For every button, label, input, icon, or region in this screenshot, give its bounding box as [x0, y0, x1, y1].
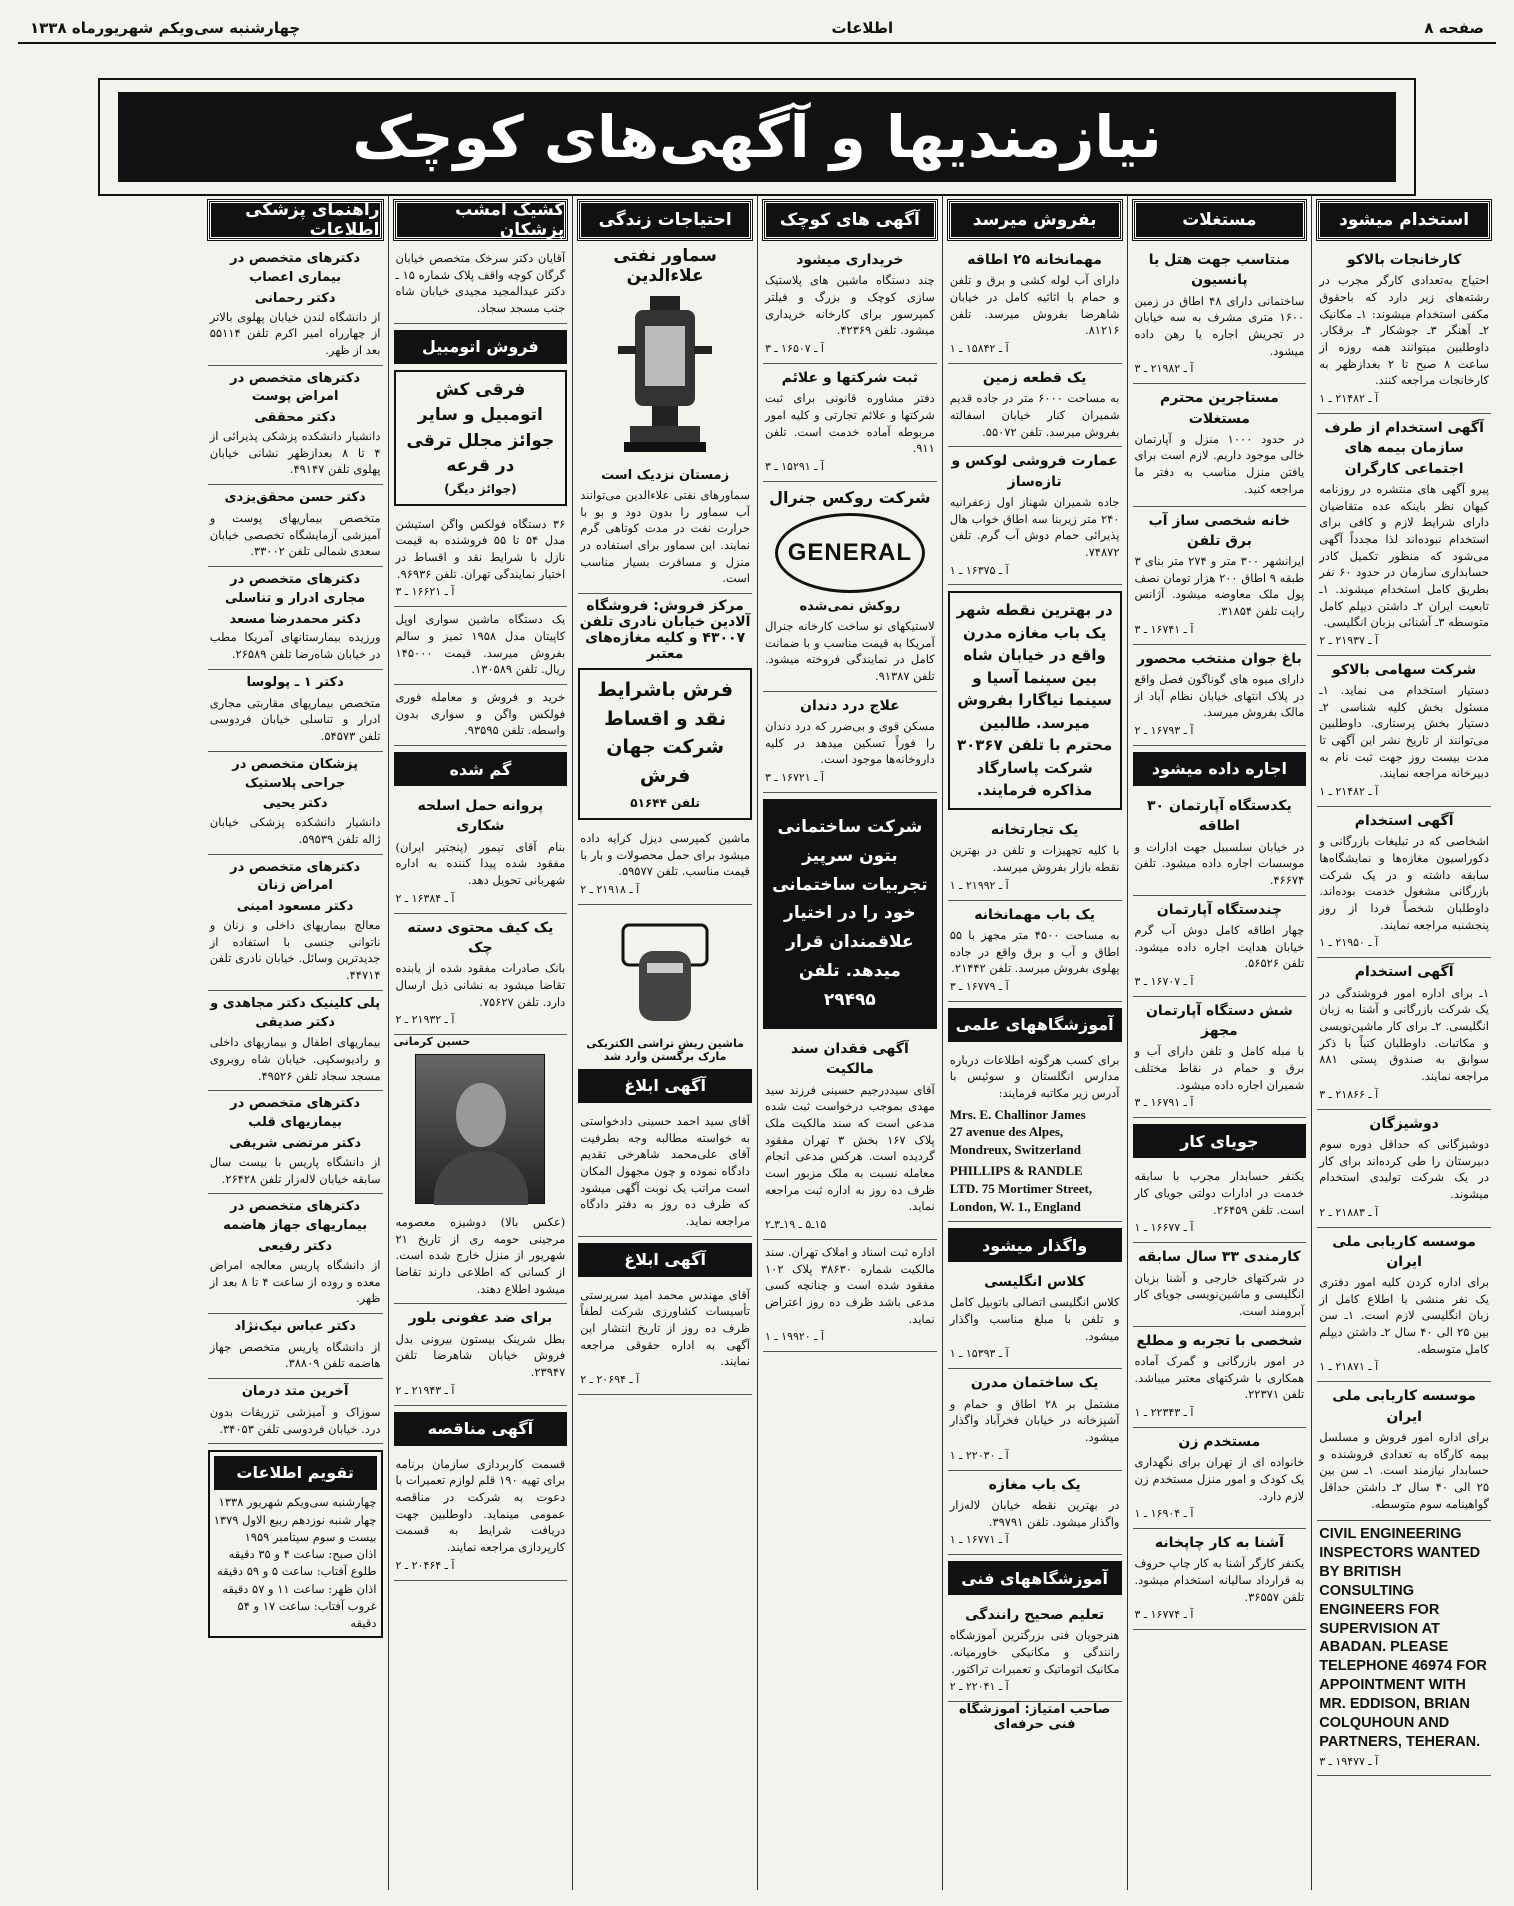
ad-title: آگهی استخدام: [1354, 964, 1454, 981]
column-doctors-on-duty: [388, 196, 573, 1890]
ad-title: دوشیزگان: [1369, 1115, 1439, 1132]
ad-title: خریداری میشود: [796, 252, 904, 268]
ad-body: یکنفر کارگر آشنا به کار چاپ حروف به قرارداد سالیانه استخدام میشود. تلفن ۳۶۵۵۷.: [1134, 1556, 1305, 1604]
specialty-title: پلی کلینیک دکتر مجاهدی و دکتر صدیقی: [210, 995, 381, 1030]
doctor-details: از دانشگاه پاریس معالجه امراض معده و روده از ساعت ۴ تا ۸ بعد از ظهر.: [209, 1257, 381, 1306]
ad-title: شش دستگاه آپارتمان مجهز: [1145, 1002, 1293, 1040]
ad-title: مستاجرین محترم مستغلات: [1159, 390, 1279, 427]
classified-ad: [394, 914, 568, 1036]
specialty-title: دکتر حسن محقق‌یزدی: [224, 490, 366, 506]
doctor-name: دکتر مرتضی شریفی: [229, 1136, 362, 1152]
section-heading-notice: آگهی ابلاغ: [578, 1069, 752, 1103]
ad-ref: آ ـ ۲۰۴۶۴ ـ ۲: [395, 1558, 455, 1572]
doctor-details: از دانشگاه لندن خیابان پهلوی بالاتر از چهارراه امیر اکرم تلفن ۵۵۱۱۴ بعد از ظهر.: [209, 309, 381, 357]
classified-ad: [1317, 1110, 1491, 1228]
ad-body: (عکس بالا) دوشیزه معصومه مرجینی حومه ری از تاریخ ۲۱ شهریور از منزل خارج شده است. از کسانی که اطلاعی دارند تقاضا میشود اطلاع دهند.: [395, 1215, 566, 1296]
doctor-listing: [208, 567, 383, 670]
doctor-listing: [208, 752, 383, 855]
column-heading: راهنمای پزشکی اطلاعات: [208, 200, 383, 240]
ad-body: ۳۶ دستگاه فولکس واگن استیشن مدل ۵۴ تا ۵۵ فروشنده به قیمت نازل با شرایط نقد و اقساط در اختیار نمایندگی تهران. تلفن ۹۶۹۳۶.: [395, 516, 566, 581]
swiss-address: Mrs. E. Challinor James 27 avenue des Alpes, Mondreux, Switzerland: [949, 1106, 1086, 1157]
classified-ad: [1133, 896, 1307, 997]
ad-body: دستیار استخدام می نماید. ۱ـ مسئول بخش کلیه شناسی ۲ـ دستیار بخش پرستاری. داوطلبین می‌توانند از تاریخ نشر این آگهی تا مدت بیست روز جهت ثبت نام به دبیرخانه مراجعه نمایند.: [1319, 683, 1489, 781]
ad-body: قسمت کاربردازی سازمان برنامه برای تهیه ۱۹۰ قلم لوازم تعمیرات با دعوت به شرکت در مناقصه عمومی مینماید. داوطلبین جهت دریافت شرایط به قسمت کارپردازی مراجعه نمایند.: [395, 1456, 566, 1555]
ad-ref: آ ـ ۱۶۶۲۱ ـ ۳: [395, 585, 455, 599]
ad-body: در بهترین نقطه خیابان لاله‌زار واگذار میشود. تلفن ۳۹۷۹۱.: [949, 1497, 1120, 1529]
ad-body: در حدود ۱۰۰۰ منزل و آپارتمان خالی موجود داریم. لازم است برای یافتن منزل مناسب به دفتر ما مراجعه کنید.: [1134, 431, 1305, 496]
doctor-listing: [208, 1194, 383, 1314]
classified-ad: [948, 1601, 1122, 1702]
specialty-title: دکتر عباس نیک‌نژاد: [234, 1318, 356, 1334]
ad-body: کلاس انگلیسی اتصالی باتوبیل کامل و تلفن با مبلغ مناسب واگذار میشود.: [949, 1295, 1120, 1343]
ad-ref: آ ـ ۲۱۹۸۲ ـ ۳: [1134, 362, 1194, 376]
ad-body: یک دستگاه ماشین سواری اوپل کاپیتان مدل ۱۹۵۸ تمیز و سالم بفروش میرسد. قیمت ۱۴۵۰۰۰ ریال. تلفن ۱۳۰۵۸۹.: [395, 612, 566, 677]
doctor-listing: [208, 1379, 383, 1444]
ad-ref: آ ـ ۱۶۳۸۴ ـ ۲: [395, 891, 455, 905]
calendar-title: تقویم اطلاعات: [214, 1456, 377, 1490]
calendar-line: چهارشنبه سی‌ویکم شهریور ۱۳۳۸: [218, 1495, 377, 1510]
ad-ref: آ ـ ۱۹۹۲۰ ـ ۱: [765, 1330, 824, 1344]
doctor-listing: [208, 246, 383, 366]
classified-ad: [763, 1035, 937, 1240]
ad-body: دارای میوه های گوناگون فصل واقع در پلاک انتهای خیابان نظام آباد از مالک بفروش میرسد.: [1134, 672, 1305, 720]
column-life-necessities: [572, 196, 757, 1890]
publisher-line: صاحب امتیاز: آموزشگاه فنی حرفه‌ای: [958, 1702, 1111, 1733]
classified-ad: [1317, 656, 1491, 807]
classified-ad: [948, 447, 1122, 585]
column-employment: [1311, 196, 1496, 1890]
ad-title: یکدستگاه آپارتمان ۳۰ اطاقه: [1147, 797, 1292, 835]
english-ad: [1317, 1521, 1491, 1776]
samovar-illustration: [610, 292, 720, 462]
ad-ref: آ ـ ۱۶۵۰۷ ـ ۳: [765, 341, 824, 355]
classified-ad: [948, 364, 1122, 447]
classified-ad: [394, 1452, 568, 1581]
ad-body: آقای سیددرجیم حسینی فرزند سید مهدی بموجب درخواست ثبت شده مدعی است که سند مالکیت ملک پلاک ۱۶۷ بخش ۳ تهران مفقود گردیده است. هرکس مدعی انجام معامله نسبت به ملک مزبور است ظرف ده روز به اداره ثبت مراجعه نماید.: [765, 1082, 935, 1214]
ad-ref: آ ـ ۱۹۴۷۷ ـ ۳: [1319, 1754, 1379, 1768]
doctor-details: دانشیار دانشکده پزشکی پذیرائی از ۴ تا ۸ بعدازظهر نشانی خیابان پهلوی تلفن ۴۹۱۴۷.: [209, 429, 381, 477]
ad-body: بانک صادرات مفقود شده از یابنده تقاضا میشود به نشانی ذیل ارسال دارد. تلفن ۷۵۶۲۷.: [395, 961, 566, 1009]
photo-face: [456, 1083, 506, 1147]
section-heading-notice: آگهی ابلاغ: [578, 1243, 752, 1277]
column-medical-guide: [203, 196, 388, 1890]
classified-ad: [1133, 997, 1307, 1119]
samovar-brand: سماور نفتی علاءالدین: [613, 246, 717, 286]
shaver-caption: ماشین ریش تراشی الکتریکی مارک برگستن وارد شد: [586, 1036, 744, 1063]
ad-ref: آ ـ ۱۶۷۷۱ ـ ۱: [949, 1533, 1009, 1547]
car-lottery-sub: (جوائز دیگر): [444, 481, 517, 496]
ad-body: چهار اطاقه کامل دوش آب گرم خیابان هدایت اجاره داده میشود. تلفن ۵۶۵۲۶.: [1134, 922, 1305, 971]
column-small-ads: [757, 196, 942, 1890]
ad-title: کلاس انگلیسی: [984, 1274, 1086, 1291]
english-ad-text: CIVIL ENGINEERING INSPECTORS WANTED BY BRITISH CONSULTING ENGINEERS FOR SUPERVISION AT ABADAN. PLEASE TELEPHONE 46974 FOR APPOINTMENT WITH MR. EDDISON, BRIAN COLQUHOUN AND PARTNERS, TEHERAN.: [1319, 1526, 1487, 1750]
ad-title: آگهی استخدام: [1354, 813, 1454, 830]
doctor-details: از دانشگاه پاریس با بیست سال سابقه خیابان لاله‌زار تلفن ۲۶۴۲۸.: [209, 1155, 381, 1186]
classified-ad: [948, 901, 1122, 1002]
doctor-listing: [208, 991, 383, 1092]
ad-body: با کلیه تجهیزات و تلفن در بهترین نقطه بازار بفروش میرسد.: [949, 843, 1120, 874]
specialty-title: دکترهای متخصص در امراض پوست: [230, 370, 361, 405]
ad-title: شرکت سهامی بالاکو: [1332, 661, 1477, 678]
classified-ad: [948, 1048, 1122, 1222]
ad-title: چندستگاه آپارتمان: [1156, 901, 1282, 918]
classified-ad: [578, 826, 752, 905]
ad-title: برای ضد عفونی بلور: [408, 1310, 553, 1327]
classified-ad: [394, 1304, 568, 1405]
ad-ref: آ ـ ۱۶۷۲۱ ـ ۳: [765, 770, 824, 784]
masthead-title: نیازمندیها و آگهی‌های کوچک: [118, 92, 1396, 182]
doctor-details: دانشیار دانشکده پزشکی خیابان ژاله تلفن ۵۹۵۳۹.: [209, 815, 381, 846]
specialty-title: دکترهای متخصص در مجاری ادرار و تناسلی: [225, 571, 366, 606]
classified-ad: [1317, 958, 1491, 1109]
ad-body: دوشیزگانی که حداقل دوره سوم دبیرستان را طی کرده‌اند برای کار در یک شرکت تولیدی استخدام میشوند.: [1319, 1136, 1489, 1201]
ad-body: چند دستگاه ماشین های پلاستیک سازی کوچک و بزرگ و فیلتر کمپرسور برای کارخانه خریداری میشود. تلفن ۴۲۳۶۹.: [765, 273, 935, 338]
classified-ad: [1133, 792, 1307, 896]
ad-ref: آ ـ ۲۲۰۴۱ ـ ۲: [949, 1680, 1009, 1694]
section-heading-lost: گم شده: [394, 752, 568, 786]
ad-title: آگهی استخدام از طرف سازمان بیمه های اجتماعی کارگران: [1324, 419, 1484, 477]
section-heading-academic-schools: آموزشگاههای علمی: [948, 1008, 1122, 1042]
calendar-box: [208, 1450, 383, 1638]
column-heading: بفروش میرسد: [948, 200, 1122, 240]
ad-ref: آ ـ ۲۱۹۹۲ ـ ۱: [949, 878, 1009, 892]
ad-ref: آ ـ ۱۶۷۹۳ ـ ۲: [1134, 724, 1194, 738]
ad-title: آشنا به کار چاپخانه: [1154, 1535, 1284, 1552]
section-heading-for-rent: اجاره داده میشود: [1133, 752, 1307, 786]
column-heading: مستغلات: [1133, 200, 1307, 240]
classified-ad: [1317, 1382, 1491, 1521]
doctor-name: دکتر رفیعی: [258, 1239, 333, 1255]
ad-title: تعلیم صحیح رانندگی: [965, 1607, 1105, 1624]
carpet-ad-phone: تلفن ۵۱۶۴۴: [630, 796, 700, 811]
ad-ref: آ ـ ۲۲۰۳۰ ـ ۱: [949, 1448, 1009, 1462]
ad-body: بطل شرینک بیستون بیرونی بدل فروش خیابان شاهرضا تلفن ۲۳۹۴۷.: [395, 1331, 566, 1380]
page-header: [18, 14, 1496, 44]
classified-ad: [763, 1240, 937, 1352]
doctor-listing: [208, 855, 383, 991]
doctor-listing: [208, 485, 383, 567]
ad-ref: آ ـ ۱۶۷۷۴ ـ ۳: [1134, 1608, 1194, 1622]
column-heading: آگهی های کوچک: [763, 200, 937, 240]
ad-body: احتیاج به‌تعدادی کارگر مجرب در رشته‌های زیر دارد که باحقوق مکفی استخدام میشوند: ۱ـ مکانیک ۲ـ آهنگر ۳ـ جوشکار ۴ـ برقکار. داوطلبین میتوانند همه روزه از ساعت ۸ صبح تا ۲ بعدازظهر به کارخانجات مراجعه کنند.: [1319, 273, 1489, 388]
ad-ref: آ ـ ۲۱۴۸۲ ـ ۱: [1319, 785, 1379, 799]
ad-ref: آ ـ ۱۵۸۴۲ ـ ۱: [949, 341, 1009, 355]
ad-body: بنام آقای تیمور (پنجتیر ایران) مفقود شده پیدا کننده به اداره شهربانی تحویل دهد.: [395, 839, 566, 887]
classified-ad: [1133, 1428, 1307, 1529]
ad-ref: آ ـ ۱۶۷۰۷ ـ ۳: [1134, 974, 1194, 988]
classified-ad: [763, 246, 937, 364]
calendar-line: اذان ظهر: ساعت ۱۱ و ۵۷ دقیقه: [222, 1581, 377, 1596]
calendar-line: چهار شنبه نوزدهم ربیع الاول ۱۳۷۹: [213, 1512, 377, 1527]
specialty-title: دکترهای متخصص در بیماریهای جهاز هاضمه: [223, 1199, 368, 1234]
classified-ad: [763, 364, 937, 482]
ad-body: مسکن قوی و بی‌ضرر که درد دندان را فوراً تسکین میدهد در کلیه داروخانه‌ها موجود است.: [765, 718, 935, 767]
classified-ad: [948, 246, 1122, 364]
ad-ref: آ ـ ۱۵۲۹۱ ـ ۳: [765, 459, 824, 473]
ad-ref: آ ـ ۱۶۷۴۱ ـ ۳: [1134, 622, 1194, 636]
classified-ad: [1317, 807, 1491, 958]
calendar-line: طلوع آفتاب: ساعت ۵ و ۵۹ دقیقه: [216, 1564, 377, 1579]
shop-for-sale-ad: در بهترین نقطه شهر یک باب مغازه مدرن واقع در خیابان شاه بین سینما آسیا و سینما نیاگارا بفروش میرسد. طالبین محترم با تلفن ۳۰۳۶۷ شرکت پاسارگاد مذاکره فرمایند.: [948, 591, 1122, 810]
column-for-sale: [942, 196, 1127, 1890]
ad-body: سماورهای نفتی علاءالدین می‌توانند آب سماور را بدون دود و بو با حرارت نفت در مدت کوتاهی گرم نمایند. این سماور برای استفاده در منزل و مسافرت بسیار مناسب است.: [580, 488, 750, 586]
section-heading-car-sale: فروش اتومبیل: [394, 330, 568, 364]
doctor-details: سوزاک و آمیزشی تزریقات بدون درد. خیابان فردوسی تلفن ۳۴۰۵۳.: [209, 1404, 381, 1436]
classified-ad: [948, 816, 1122, 901]
section-heading-technical-schools: آموزشگاههای فنی: [948, 1561, 1122, 1595]
classified-ad: [763, 692, 937, 793]
ad-body: به مساحت ۶۰۰۰ متر در جاده قدیم شمیران کنار خیابان اسفالته بفروش میرسد. تلفن ۵۵۰۷۲.: [949, 391, 1120, 439]
ad-ref: ۱۵ـ۵ ـ ۱۹ـ۳ـ۲: [765, 1217, 827, 1231]
ad-body: جاده شمیران شهناز اول زعفرانیه ۲۴۰ متر زیربنا سه اطاق خواب هال پذیرائی حمام دوش آب گرم. تلفن ۷۴۸۷۲.: [949, 494, 1120, 559]
calendar-line: غروب آفتاب: ساعت ۱۷ و ۵۴ دقیقه: [237, 1598, 377, 1631]
ad-ref: آ ـ ۲۰۶۹۴ ـ ۲: [580, 1373, 640, 1387]
ad-ref: آ ـ ۱۶۷۹۱ ـ ۳: [1134, 1096, 1194, 1110]
ad-body: ماشین کمپرسی دیزل کرایه داده میشود برای حمل محصولات و بار با قیمت مناسب. تلفن ۵۹۵۷۷.: [580, 831, 750, 879]
ad-body: به مساحت ۴۵۰۰ متر مجهز با ۵۵ اطاق و آب و برق واقع در جاده پهلوی بفروش میرسد. تلفن ۲۱۴۴۲.: [949, 927, 1120, 976]
ad-title: یک باب مغازه: [988, 1476, 1081, 1493]
classified-ad: [394, 685, 568, 746]
ad-body: ۱ـ برای اداره امور فروشندگی در یک شرکت بازرگانی و آشنا به زبان انگلیسی. ۲ـ برای کار ماشین‌نویسی و مکاتبات. داوطلبان کتباً با ذکر سوابق به صندوق پستی ۸۸۱ مراجعه نمایند.: [1319, 985, 1489, 1083]
ad-body: آقای سید احمد حسینی دادخواستی به خواسته مطالبه وجه بطرفیت آقای علی‌محمد شاهرخی تقدیم دادگاه نموده و چون مجهول المکان است مراتب یک نوبت آگهی میشود که ظرف ده روز به دفتر دادگاه مراجعه نماید.: [580, 1113, 750, 1229]
doctor-details: ورزیده بیمارستانهای آمریکا مطب در خیابان شاه‌رضا تلفن ۲۶۵۸۹.: [209, 630, 381, 662]
ad-title: شخصی با تجربه و مطلع: [1136, 1332, 1303, 1349]
ad-title: پروانه حمل اسلحه شکاری: [417, 798, 544, 835]
classified-ad: [1133, 507, 1307, 645]
ad-ref: آ ـ ۲۱۴۸۲ ـ ۱: [1319, 392, 1379, 405]
doctor-name: دکتر محققی: [254, 410, 336, 426]
ad-ref: آ ـ ۲۱۹۴۳ ـ ۲: [395, 1383, 455, 1397]
classified-ad: [394, 607, 568, 685]
classified-ad: [1133, 246, 1307, 384]
ad-columns: [18, 196, 1496, 1890]
ad-body: آقای مهندس محمد امید سرپرستی تأسیسات کشاورزی شرکت لطفاً ظرف ده روز از تاریخ انتشار این آگهی به اداره حقوقی مراجعه نمایند.: [580, 1287, 750, 1369]
ad-body: ایرانشهر ۳۰۰ متر و ۲۷۴ متر بنای ۳ طبقه ۹ اطاق ۲۰۰ هزار تومان نصف پول ملک معاوضه میشود. آژانس رایت تلفن ۳۱۸۵۴.: [1134, 554, 1305, 619]
doctor-details: متخصص بیماریهای پوست و آمیزشی آزمایشگاه تخصصی خیابان سعدی شمالی تلفن ۳۳۰۰۲.: [209, 510, 381, 559]
paper-name: اطلاعات: [831, 19, 894, 37]
calendar-line: اذان صبح: ساعت ۴ و ۳۵ دقیقه: [228, 1547, 377, 1562]
ad-body: اشخاصی که در تبلیغات بازرگانی و دکوراسیون مغازه‌ها و نمایشگاه‌ها سابقه داشته و در یک شرکت بازرگانی مشغول خدمت بوده‌اند. داوطلبان شخصاً فردا از روز پنجشنبه مراجعه نمایند.: [1319, 834, 1489, 932]
ad-title: خانه شخصی ساز آب برق تلفن: [1148, 512, 1291, 549]
carpet-ad-text: فرش باشرایط نقد و اقساط شرکت جهان فرش: [597, 679, 734, 787]
classified-ad: [948, 1471, 1122, 1556]
classified-ad: [578, 483, 752, 594]
ad-title: موسسه کاریابی ملی ایران: [1332, 1233, 1476, 1270]
specialty-title: دکتر ۱ ـ پولوسا: [246, 674, 344, 690]
ad-ref: آ ـ ۲۱۸۸۳ ـ ۲: [1319, 1205, 1379, 1219]
ad-body: دارای آب لوله کشی و برق و تلفن و حمام با اثاثیه کامل در خیابان شاهرضا بفروش میرسد. تلفن ۸۱۲۱۶.: [949, 273, 1120, 338]
doctor-listing: [208, 366, 383, 486]
ad-title: یک قطعه زمین: [982, 369, 1087, 386]
doctor-details: متخصص بیماریهای مقاربتی مجاری ادرار و تناسلی خیابان فردوسی تلفن ۵۴۵۷۳.: [209, 695, 381, 744]
classified-ad: [1133, 1164, 1307, 1243]
column-real-estate: [1127, 196, 1312, 1890]
classified-ad: [948, 1268, 1122, 1369]
samovar-caption: زمستان نزدیک است: [601, 468, 730, 483]
ad-title: موسسه کاریابی ملی ایران: [1332, 1388, 1476, 1425]
ad-title: یک باب مهمانخانه: [974, 906, 1096, 923]
ad-body: برای کسب هرگونه اطلاعات درباره مدارس انگلستان و سوئیس با آدرس زیر مکاتبه فرمایند:: [949, 1052, 1120, 1101]
classified-ad: [578, 1283, 752, 1395]
classified-ad: [1317, 246, 1491, 414]
ad-title: منتاسب جهت هتل یا پانسیون: [1148, 252, 1290, 289]
date-line: چهارشنبه سی‌ویکم شهریورماه ۱۳۳۸: [30, 19, 301, 37]
ad-ref: آ ـ ۲۲۳۴۳ ـ ۱: [1134, 1405, 1194, 1419]
classified-ad: [1133, 1243, 1307, 1326]
ad-body: خانواده ای از تهران برای نگهداری یک کودک و امور منزل مستخدم زن لازم دارد.: [1134, 1455, 1305, 1503]
general-tire-logo: GENERAL: [775, 513, 925, 593]
ad-body: آقایان دکتر سرخک متخصص خیابان گرگان کوچه واقف پلاک شماره ۱۵ ـ دکتر عبدالمجید مجیدی خیابان شاه جنب مسجد سجاد.: [395, 251, 566, 316]
ad-body: اداره ثبت اسناد و املاک تهران. سند مالکیت شماره ۳۸۶۳۰ پلاک ۱۰۲ مفقود شده است و چنانچه کسی مدعی باشد ظرف ده روز اعتراض نماید.: [765, 1244, 935, 1326]
calendar-line: بیست و سوم سپتامبر ۱۹۵۹: [244, 1529, 377, 1544]
ad-title: عمارت فروشی لوکس و تازه‌ساز: [951, 453, 1118, 490]
ad-ref: آ ـ ۱۶۷۷۹ ـ ۳: [949, 979, 1009, 993]
newspaper-page: [18, 14, 1496, 1892]
classified-ad: [1133, 1529, 1307, 1630]
specialty-title: آخرین متد درمان: [241, 1384, 349, 1400]
ad-body: در خیابان سلسبیل جهت ادارات و موسسات اجاره داده میشود. تلفن ۴۶۶۷۴.: [1134, 839, 1305, 887]
specialty-title: دکترهای متخصص در بیماریهای قلب: [230, 1096, 361, 1131]
photo-body: [434, 1151, 528, 1205]
doctor-listing: [208, 1314, 383, 1379]
specialty-title: پزشکان متخصص در جراحی پلاستیک: [232, 756, 359, 791]
section-heading-tender: آگهی مناقصه: [394, 1412, 568, 1446]
doctor-details: از دانشگاه پاریس متخصص جهاز هاضمه تلفن ۳۸۸۰۹.: [209, 1339, 381, 1371]
ad-title: آگهی فقدان سند مالکیت: [791, 1041, 909, 1078]
ad-body: در شرکتهای خارجی و آشنا بزبان انگلیسی و ماشین‌نویسی جویای کار آبرومند است.: [1134, 1270, 1305, 1318]
brand-line: شرکت روکس جنرال: [769, 487, 931, 507]
classified-ad: [394, 512, 568, 608]
ad-body: هنرجویان فنی بزرگترین آموزشگاه رانندگی و مکانیکی خاورمیانه. مکانیک اتوماتیک و تعمیرات تراکتور.: [949, 1628, 1120, 1676]
ad-ref: آ ـ ۲۱۹۱۸ ـ ۲: [580, 883, 640, 897]
shaver-illustration: [605, 911, 725, 1031]
ad-title: مهمانخانه ۲۵ اطاقه: [967, 252, 1102, 268]
ad-body: با مبله کامل و تلفن دارای آب و برق و حمام در نقاط مختلف شمیران اجاره داده میشود.: [1134, 1044, 1305, 1092]
ad-body: لاستیکهای نو ساخت کارخانه جنرال آمریکا به قیمت مناسب و با ضمانت کامل در نمایندگی فروخته میشود. تلفن ۹۱۳۸۷.: [765, 618, 935, 683]
column-heading: احتیاجات زندگی: [578, 200, 752, 240]
doctor-listing: [208, 1091, 383, 1194]
doctor-name: دکتر یحیی: [262, 796, 328, 812]
construction-company-ad: شرکت ساختمانی بتون سرپیز تجربیات ساختمانی خود را در اختیار علاقمندان قرار میدهد. تلفن ۲۹۴۹۵: [763, 799, 937, 1029]
classified-ad: [578, 1109, 752, 1237]
ad-title: کارمندی ۳۳ سال سابقه: [1138, 1249, 1301, 1266]
classified-ad: [763, 614, 937, 692]
ad-body: ساختمانی دارای ۴۸ اطاق در زمین ۱۶۰۰ متری مشرف به سه خیابان در تجریش اجاره یا رهن داده میشود.: [1134, 293, 1305, 358]
doctor-name: دکتر مسعود امینی: [236, 899, 354, 915]
missing-person-photo: [415, 1054, 545, 1204]
ad-ref: آ ـ ۲۱۹۳۷ ـ ۲: [1319, 633, 1379, 647]
ad-title: یک تجارتخانه: [990, 821, 1079, 838]
ad-ref: آ ـ ۱۶۳۷۵ ـ ۱: [949, 563, 1009, 577]
column-heading: استخدام میشود: [1317, 200, 1491, 240]
classified-ad: [1317, 1228, 1491, 1383]
specialty-title: دکترهای متخصص در بیماری اعصاب: [230, 251, 361, 285]
classified-ad: [948, 1369, 1122, 1470]
ad-title: یک ساختمان مدرن: [970, 1375, 1099, 1392]
ad-body: برای اداره امور فروش و مسلسل بیمه کارگاه به تعدادی فروشنده و حسابدار نیازمند است. ۱ـ سن بین ۲۵ الی ۴۰ سال ۲ـ داشتن حداقل گواهینامه سوم متوسطه.: [1319, 1430, 1490, 1511]
ad-title: کارخانجات بالاکو: [1347, 252, 1462, 268]
page-label: صفحه ۸: [1424, 19, 1484, 37]
car-lottery-text: فرقی کش اتومبیل و سایر جوائز مجلل ترقی در قرعه: [406, 379, 555, 477]
london-address: PHILLIPS & RANDLE LTD. 75 Mortimer Street, London, W. 1., England: [949, 1163, 1093, 1214]
ad-body: یکنفر حسابدار مجرب با سابقه خدمت در ادارات دولتی جویای کار است. تلفن ۲۶۴۵۹.: [1134, 1169, 1305, 1217]
ad-body: پیرو آگهی های منتشره در روزنامه کیهان نظر باینکه عده متقاضیان دارای شرایط لازم و کافی برای استخدام نبوده‌اند لذا مجدداً آگهی می‌شود که منظور تکمیل کادر حسابداری سازمان در حدود ۶۰ نفر بطریق کامل استخدام میشوند. ۱ـ تابعیت ایران ۲ـ داشتن دیپلم کامل متوسطه ۳ـ آشنائی بزبان انگلیسی.: [1319, 481, 1489, 630]
ad-body: خرید و فروش و معامله فوری فولکس واگن و سواری بدون واسطه. تلفن ۹۳۵۹۵.: [395, 690, 566, 738]
classified-ad: [1317, 414, 1491, 656]
brand-subtitle: روکش نمی‌شده: [799, 598, 901, 614]
ad-ref: آ ـ ۲۱۸۶۶ ـ ۳: [1319, 1087, 1379, 1101]
ad-title: ثبت شرکتها و علائم: [781, 369, 919, 386]
sales-center: مرکز فروش: فروشگاه آلادین خیابان نادری تلفن ۴۳۰۰۷ و کلیه مغازه‌های معتبر: [579, 598, 751, 663]
ad-body: دفتر مشاوره قانونی برای ثبت شرکتها و علائم تجارتی و کلیه امور مربوطه آماده خدمت است. تلفن ۹۱۱.: [765, 391, 935, 456]
ad-body: مشتمل بر ۲۸ اطاق و حمام و آشپزخانه در خیابان فخرآباد واگذار میشود.: [949, 1396, 1120, 1444]
ad-title: یک کیف محتوی دسته چک: [407, 919, 554, 956]
ad-title: مستخدم زن: [1178, 1433, 1261, 1450]
doctor-name: دکتر رحمانی: [254, 290, 336, 306]
ad-ref: آ ـ ۱۶۹۰۴ ـ ۱: [1134, 1507, 1194, 1521]
doctor-listing: [208, 670, 383, 752]
classified-ad: [1133, 384, 1307, 506]
ad-ref: آ ـ ۱۵۳۹۳ ـ ۱: [949, 1347, 1009, 1361]
ad-ref: آ ـ ۲۱۹۳۲ ـ ۲: [395, 1013, 455, 1027]
ad-body: برای اداره کردن کلیه امور دفتری یک نفر منشی با اطلاع کامل از زبان انگلیسی لازم است. ۱ـ سن بین ۲۵ الی ۴۰ سال ۲ـ داشتن دیپلم کامل متوسطه.: [1319, 1275, 1489, 1356]
doctor-name: دکتر محمدرضا مسعد: [229, 611, 361, 627]
ad-ref: آ ـ ۲۱۸۷۱ ـ ۱: [1319, 1360, 1379, 1374]
doctor-details: معالج بیماریهای داخلی و زنان و ناتوانی جنسی با استفاده از جدیدترین وسائل. خیابان نادری تلفن ۴۴۷۱۴.: [209, 918, 381, 983]
section-heading-job-seekers: جویای کار: [1133, 1124, 1307, 1158]
car-lottery-ad: [394, 370, 568, 506]
ad-title: باغ جوان منتخب محصور: [1137, 650, 1302, 667]
ad-title: علاج درد دندان: [800, 697, 900, 714]
ad-ref: آ ـ ۱۶۶۷۷ ـ ۱: [1134, 1221, 1194, 1235]
section-heading-for-transfer: واگذار میشود: [948, 1228, 1122, 1262]
classified-ad: [394, 792, 568, 914]
photo-name: حسین کرمانی: [393, 1035, 471, 1049]
carpet-ad: [578, 668, 752, 820]
classified-ad: [1133, 645, 1307, 746]
classified-ad: [1133, 1327, 1307, 1428]
specialty-title: دکترهای متخصص در امراض زنان: [230, 859, 361, 894]
classified-ad: [394, 246, 568, 324]
classified-ad: [394, 1210, 568, 1304]
ad-ref: آ ـ ۲۱۹۵۰ ـ ۱: [1319, 936, 1379, 950]
column-heading: کشیک امشب پزشکان: [394, 200, 568, 240]
doctor-details: بیماریهای اطفال و بیماریهای داخلی و رادیوسکپی. خیابان شاه روبروی مسجد سجاد تلفن ۴۹۵۲۶.: [209, 1035, 381, 1083]
ad-body: در امور بازرگانی و گمرک آماده همکاری با شرکتهای معتبر میباشد. تلفن ۲۲۳۷۱.: [1134, 1353, 1305, 1402]
